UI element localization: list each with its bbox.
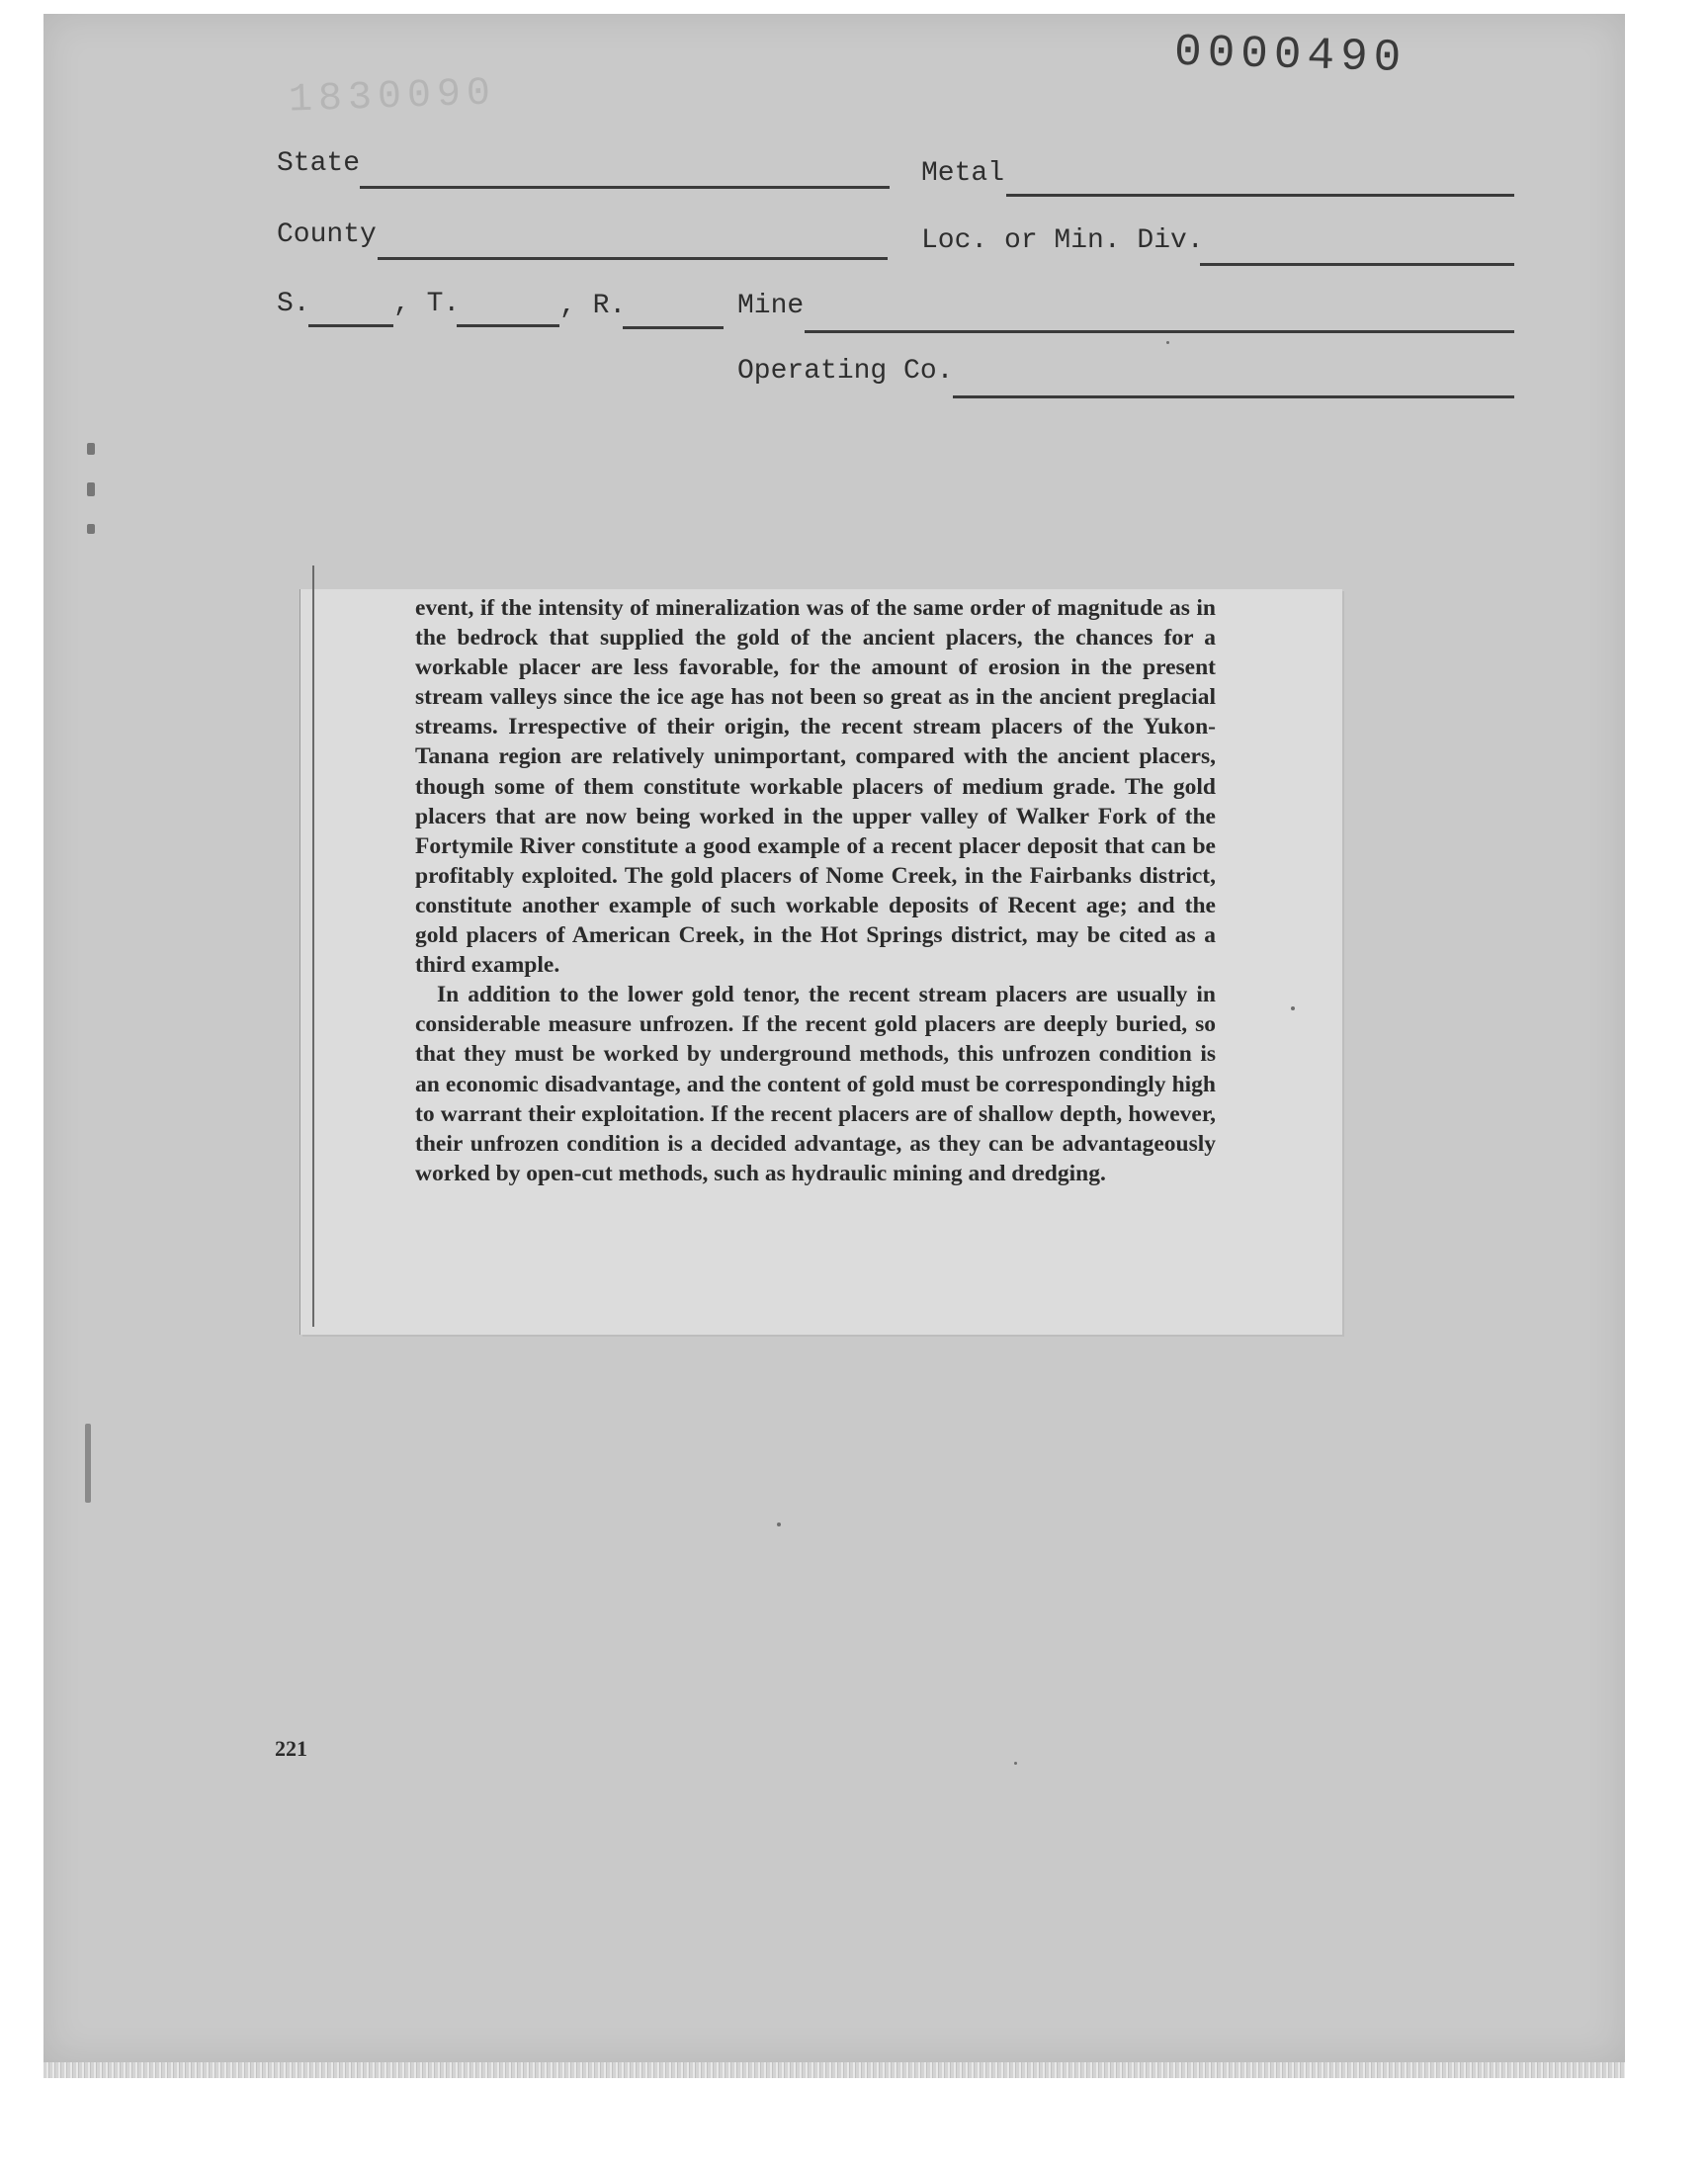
scan-speck <box>1166 341 1169 344</box>
scan-speck <box>777 1522 781 1526</box>
scan-speck <box>1291 1006 1295 1010</box>
range-field-line <box>623 326 724 329</box>
section-field-line <box>308 324 393 327</box>
clipping-shadow <box>308 566 1346 591</box>
document-number: 0000490 <box>1173 26 1408 85</box>
metal-field-line <box>1006 194 1514 197</box>
county-field-line <box>378 257 888 260</box>
metal-label: Metal <box>921 158 1005 189</box>
county-label: County <box>277 219 377 250</box>
state-field-line <box>360 186 890 189</box>
margin-mark <box>87 524 95 534</box>
ghost-document-number: 1830090 <box>288 71 497 124</box>
mine-label: Mine <box>737 291 805 321</box>
operating-co-field-line <box>953 395 1514 398</box>
clipping-paragraph-2: In addition to the lower gold tenor, the recent stream placers are usually in considerable measure unfrozen. If the recent gold placers are deeply buried, so that they must be worked by underground methods, this unfrozen condition is an economic disadvantage, and the content of gold must be correspondingly high to warrant their exploitation. If the recent placers are of shallow depth, however, their unfrozen condition is a decided advantage, as they can be advantageously worked by open-cut methods, such as hydraulic mining and dredging. <box>415 982 1216 1186</box>
clipping-paragraph-1: event, if the intensity of mineralization was of the same order of magnitude as in the bedrock that supplied the gold of the ancient placers, the chances for a workable placer are less favorable, for the amount of erosion in the present stream valleys since the ice age has not been so great as in the ancient preglacial streams. Irrespective of their origin, the recent stream placers of the Yukon-Tanana region are relatively unimportant, compared with the ancient placers, though some of them constitute workable placers of medium grade. The gold placers that are now being worked in the upper valley of Walker Fork of the Fortymile River constitute a good example of a recent placer deposit that can be profitably exploited. The gold placers of Nome Creek, in the Fairbanks district, constitute another example of such workable deposits of Recent age; and the gold placers of American Creek, in the Hot Springs district, may be cited as a third example. <box>415 595 1216 979</box>
operating-co-label: Operating Co. <box>737 356 954 387</box>
margin-mark <box>87 443 95 455</box>
range-label: , R. <box>559 291 627 321</box>
loc-field-line <box>1200 263 1514 266</box>
section-label: S. <box>277 289 310 319</box>
scan-edge-artifact <box>43 2062 1625 2078</box>
page-number: 221 <box>275 1736 307 1761</box>
mine-field-line <box>805 330 1514 333</box>
township-label: , T. <box>393 289 461 319</box>
margin-mark <box>87 482 95 496</box>
state-label: State <box>277 148 361 179</box>
loc-label: Loc. or Min. Div. <box>921 225 1204 256</box>
clipping-edge <box>312 566 314 1327</box>
scan-speck <box>1014 1762 1017 1765</box>
margin-mark <box>85 1424 91 1503</box>
clipping-text <box>415 593 1216 1188</box>
township-field-line <box>457 324 559 327</box>
